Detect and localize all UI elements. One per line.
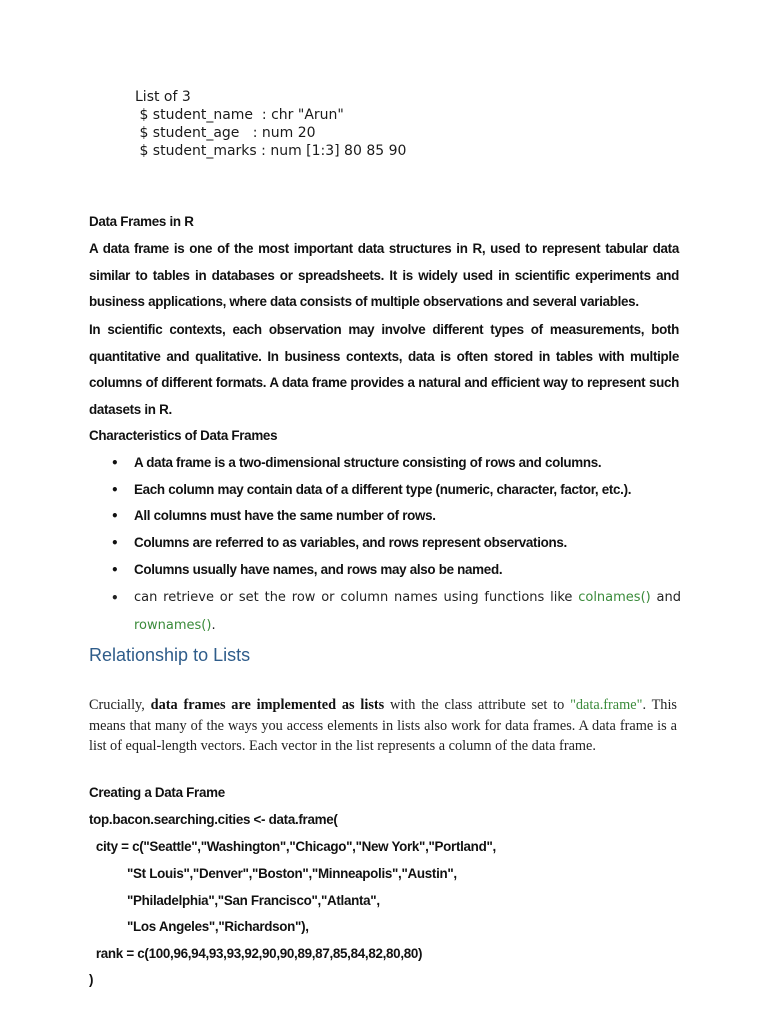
list-item-text: .	[211, 617, 216, 633]
paragraph-text: Crucially,	[89, 697, 151, 713]
code-line: "St Louis","Denver","Boston","Minneapolis","Austin",	[127, 866, 457, 881]
rownames-function: rownames()	[134, 617, 212, 633]
output-line: $ student_age : num 20	[135, 125, 316, 141]
output-line: $ student_name : chr "Arun"	[135, 107, 344, 123]
output-line: List of 3	[135, 89, 191, 105]
characteristics-list	[111, 450, 681, 640]
code-line: "Philadelphia","San Francisco","Atlanta",	[127, 893, 380, 908]
paragraph-text: . This means that many of the ways you access elements in lists also work for data frames. A data frame is a list of equal-length vectors. Each vector in the list represents a column of the data frame.	[89, 697, 677, 754]
bold-phrase: data frames are implemented as lists	[150, 697, 385, 713]
data-frames-paragraph-1: A data frame is one of the most important data structures in R, used to represent tabular data similar to tables in databases or spreadsheets. It is widely used in scientific experiments and business applications, where data consists of multiple observations and several variables.	[89, 241, 679, 310]
code-line: rank = c(100,96,94,93,93,92,90,90,89,87,85,84,82,80,80)	[89, 946, 423, 961]
list-item: • Columns are referred to as variables, and rows represent observations.	[111, 530, 681, 557]
code-line: top.bacon.searching.cities <- data.frame(	[89, 812, 338, 827]
code-line: city = c("Seattle","Washington","Chicago","New York","Portland",	[89, 839, 496, 854]
class-value: "data.frame"	[570, 697, 643, 713]
r-output-block	[135, 88, 406, 160]
colnames-function: colnames()	[578, 589, 651, 605]
data-frames-paragraph-2: In scientific contexts, each observation may involve different types of measurements, both quantitative and qualitative. In business contexts, data is often stored in tables with multiple columns of different formats. A data frame provides a natural and efficient way to represent such datasets in R.	[89, 322, 679, 418]
code-line: "Los Angeles","Richardson"),	[127, 919, 309, 934]
list-item-text: and	[650, 589, 681, 605]
code-line: )	[89, 972, 94, 987]
relationship-paragraph	[89, 695, 677, 757]
list-item: • All columns must have the same number of rows.	[111, 503, 681, 530]
list-item: • Columns usually have names, and rows may also be named.	[111, 557, 681, 584]
list-item-text: can retrieve or set the row or column names using functions like	[134, 589, 579, 605]
data-frames-heading: Data Frames in R	[89, 214, 194, 229]
relationship-heading: Relationship to Lists	[89, 645, 251, 665]
creating-heading: Creating a Data Frame	[89, 785, 225, 800]
output-line: $ student_marks : num [1:3] 80 85 90	[135, 143, 407, 159]
list-item: • A data frame is a two-dimensional structure consisting of rows and columns.	[111, 450, 681, 477]
list-item	[111, 584, 681, 640]
list-item: • Each column may contain data of a different type (numeric, character, factor, etc.).	[111, 477, 681, 504]
characteristics-heading: Characteristics of Data Frames	[89, 428, 278, 443]
paragraph-text: with the class attribute set to	[384, 697, 571, 713]
